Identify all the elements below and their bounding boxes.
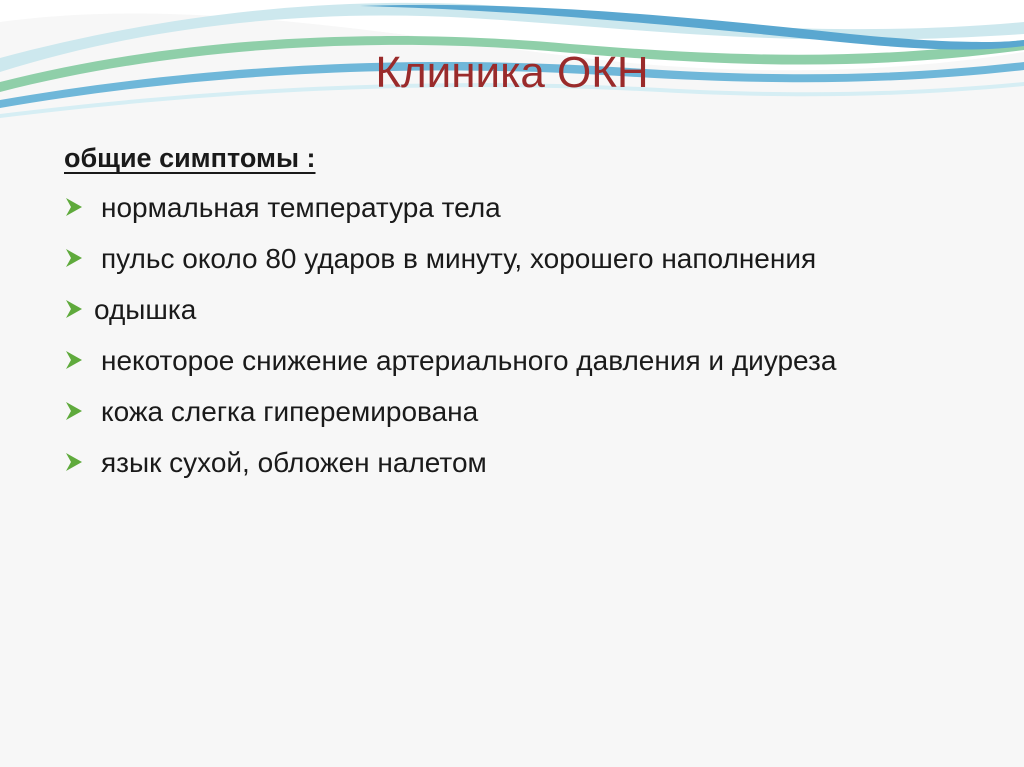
- slide-content: [64, 131, 914, 491]
- arrow-bullet-icon: [64, 298, 84, 320]
- list-item: [64, 185, 914, 231]
- list-item-text: пульс около 80 ударов в минуту, хорошего наполнения: [101, 243, 817, 274]
- list-item-text: одышка: [94, 294, 197, 325]
- arrow-bullet-icon: [64, 451, 84, 473]
- list-item: [64, 236, 914, 282]
- list-item: [64, 389, 914, 435]
- arrow-bullet-icon: [64, 349, 84, 371]
- list-item: [64, 338, 914, 384]
- slide-title: Клиника ОКН: [375, 48, 649, 97]
- list-item-text: язык сухой, обложен налетом: [101, 447, 487, 478]
- list-item: [64, 440, 914, 486]
- arrow-bullet-icon: [64, 196, 84, 218]
- list-item: [64, 287, 914, 333]
- list-item-text: кожа слегка гиперемирована: [101, 396, 479, 427]
- list-item-text: некоторое снижение артериального давления и диуреза: [101, 345, 837, 376]
- symptom-list: [64, 185, 914, 486]
- arrow-bullet-icon: [64, 247, 84, 269]
- arrow-bullet-icon: [64, 400, 84, 422]
- list-item-text: нормальная температура тела: [101, 192, 501, 223]
- section-heading: общие симптомы :: [64, 143, 316, 173]
